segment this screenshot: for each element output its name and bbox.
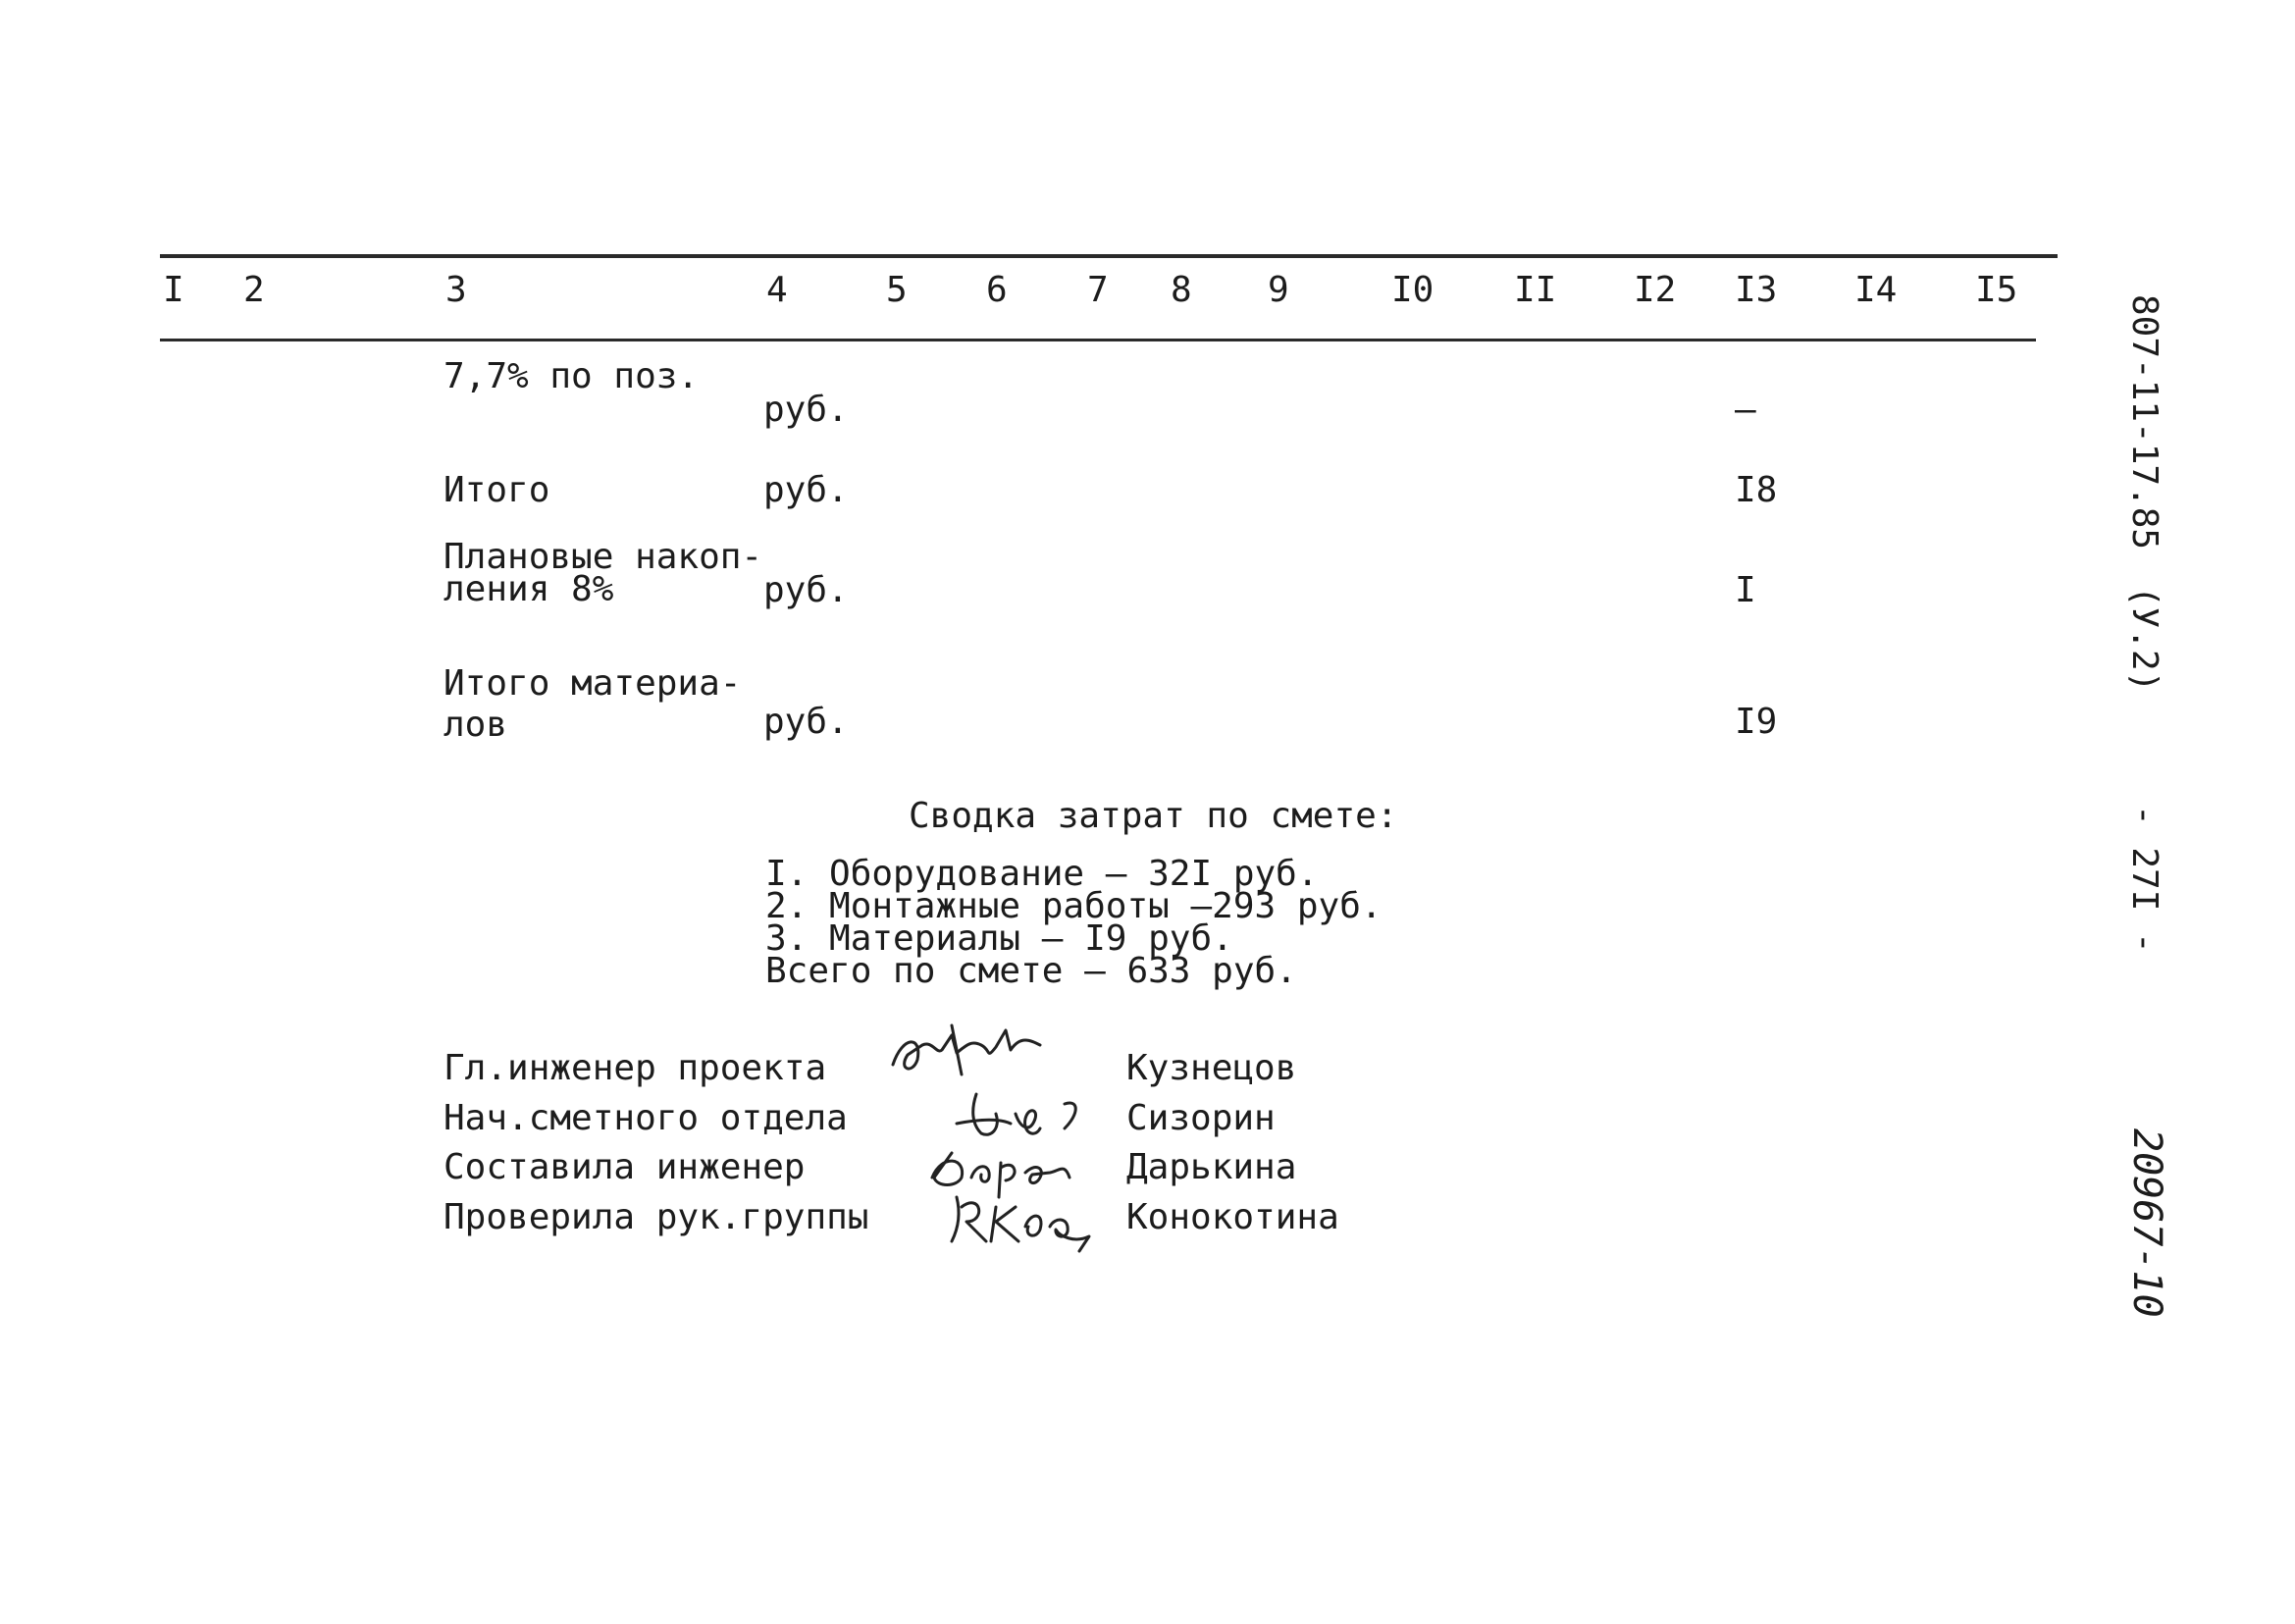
row-1-value: – bbox=[1735, 390, 1756, 430]
column-header-8: 8 bbox=[1171, 270, 1192, 310]
signature-role-checker: Проверила рук.группы bbox=[443, 1197, 869, 1237]
column-header-13: I3 bbox=[1735, 270, 1778, 310]
row-4-description: Итого материа- лов bbox=[443, 663, 742, 745]
summary-title: Сводка затрат по смете: bbox=[909, 796, 1398, 836]
row-4-unit: руб. bbox=[763, 702, 849, 742]
row-3-unit: руб. bbox=[763, 570, 849, 610]
column-header-7: 7 bbox=[1087, 270, 1109, 310]
signature-name-konokotina: Конокотина bbox=[1126, 1197, 1339, 1237]
signature-role-compiler: Составила инженер bbox=[443, 1147, 806, 1187]
table-header-rule bbox=[160, 339, 2036, 341]
column-header-3: 3 bbox=[445, 270, 467, 310]
document-code: 807-11-17.85 bbox=[2124, 294, 2165, 550]
row-1-description: 7,7% по поз. bbox=[443, 356, 700, 396]
row-2-description: Итого bbox=[443, 470, 550, 510]
signature-role-chief-engineer: Гл.инженер проекта bbox=[443, 1048, 827, 1088]
row-2-value: I8 bbox=[1735, 470, 1778, 510]
column-header-5: 5 bbox=[886, 270, 908, 310]
column-header-14: I4 bbox=[1854, 270, 1898, 310]
summary-line-1: I. Оборудование – 32I руб. bbox=[765, 854, 1319, 894]
row-4-value: I9 bbox=[1735, 702, 1778, 742]
summary-total: Всего по смете – 633 руб. bbox=[765, 951, 1297, 991]
archive-number: 20967-10 bbox=[2124, 1128, 2169, 1318]
signature-name-sizorin: Сизорин bbox=[1126, 1098, 1276, 1138]
handwritten-signature-kuznetsov bbox=[883, 1016, 1060, 1084]
row-3-description: Плановые накоп- ления 8% bbox=[443, 537, 763, 609]
page-number: - 27I - bbox=[2124, 805, 2165, 954]
signature-role-estimate-head: Нач.сметного отдела bbox=[443, 1098, 848, 1138]
column-header-9: 9 bbox=[1268, 270, 1289, 310]
column-header-2: 2 bbox=[243, 270, 265, 310]
table-top-rule bbox=[160, 254, 2058, 258]
column-header-15: I5 bbox=[1975, 270, 2018, 310]
column-header-1: I bbox=[163, 270, 184, 310]
column-header-6: 6 bbox=[986, 270, 1008, 310]
column-header-11: II bbox=[1514, 270, 1557, 310]
signature-name-kuznetsov: Кузнецов bbox=[1126, 1048, 1297, 1088]
column-header-10: I0 bbox=[1391, 270, 1434, 310]
section-code: (У.2) bbox=[2124, 586, 2165, 693]
summary-line-2: 2. Монтажные работы –293 руб. bbox=[765, 886, 1382, 926]
row-1-unit: руб. bbox=[763, 390, 849, 430]
row-2-unit: руб. bbox=[763, 470, 849, 510]
handwritten-signature-konokotina bbox=[942, 1182, 1109, 1256]
column-header-4: 4 bbox=[766, 270, 788, 310]
row-3-value: I bbox=[1735, 570, 1756, 610]
column-header-12: I2 bbox=[1634, 270, 1677, 310]
summary-line-3: 3. Материалы – I9 руб. bbox=[765, 918, 1233, 959]
signature-name-darkina: Дарькина bbox=[1126, 1147, 1297, 1187]
